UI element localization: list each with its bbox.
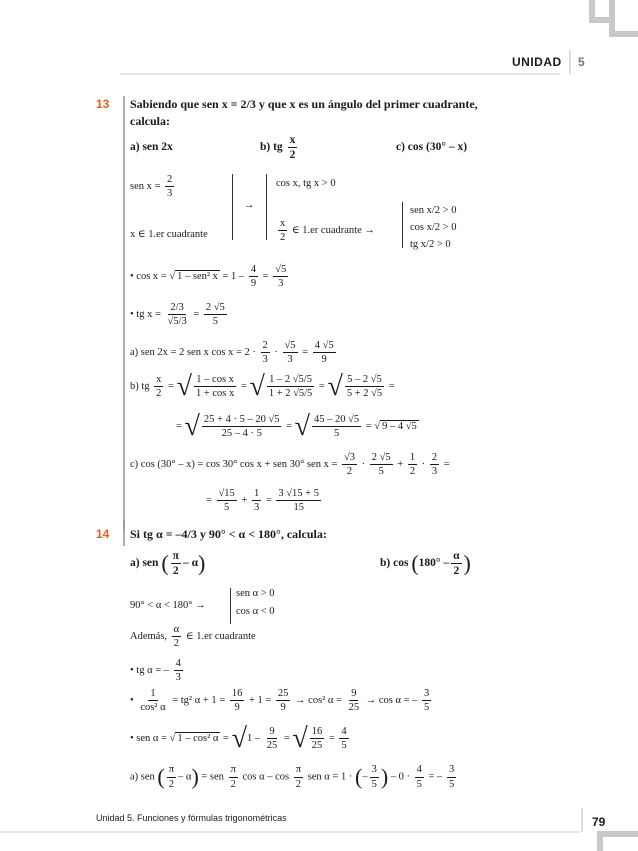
ex14-part-a: a) sen ( $\frac{\pi}{2}$ – α)	[130, 550, 206, 578]
ex14-range: 90° < α < 180° →	[130, 600, 206, 611]
ex14-cos-line: • $\frac{1}{\text{cos² α}}$ = tg² α + 1 = $\frac{16}{9}$ + 1 = $\frac{25}{9}$ → cos² α = $\frac{9}{25}$ → cos α = – $\frac{3}{5}$	[130, 688, 430, 714]
ex13-solution-c-2: = $\frac{√15}{5}$ + $\frac{1}{3}$ = $\frac{3 √15 + 5}{15}$	[206, 488, 319, 514]
exercise-14-statement: Si tg α = –4/3 y 90° < α < 180°, calcula:	[130, 527, 327, 541]
ex13-solution-a: a) sen 2x = 2 sen x cos x = 2 · $\frac{2}{3}$ · $\frac{√5}{3}$ = $\frac{4 √5}{9}$	[130, 340, 334, 366]
exercise-number-13: 13	[96, 97, 110, 111]
exercise-13-statement: Sabiendo que sen x = 2/3 y que x es un ángulo del primer cuadrante,	[130, 97, 478, 111]
ex13-part-a: a) sen 2x	[130, 141, 173, 153]
cond-tg-half: tg x/2 > 0	[410, 239, 451, 250]
ex14-cond-cos: cos α < 0	[236, 606, 275, 617]
cond-cos-half: cos x/2 > 0	[410, 222, 457, 233]
given-sen: sen x = $\frac{2}{3}$	[130, 174, 173, 200]
ex13-solution-b: b) tg $\frac{x}{2}$ = √ $\frac{\text{1 – cos x}}{\text{1 + cos x}}$ = √ $\frac{1 - 2 √5/5}{1 + 2 √5/5}$ = √ $\frac{5 - 2 √5}{5 + 2 √5}$ =	[130, 371, 395, 402]
exercise-number-14: 14	[96, 527, 110, 541]
tg-x-line: • tg x = $\frac{2/3}{√5/3}$ = $\frac{2 √5}{5}$	[130, 302, 225, 328]
cond-half-angle: $\frac{x}{2}$ ∈ 1.er cuadrante →	[280, 218, 375, 244]
implies-arrow: →	[244, 200, 255, 211]
ex14-ademas: Además, $\frac{\alpha}{2}$ ∈ 1.er cuadrante	[130, 624, 256, 650]
ex13-part-b: b) tg $\frac{x}{2}$	[260, 134, 296, 162]
cond-cos-tg: cos x, tg x > 0	[276, 178, 336, 189]
cond-sen-half: sen x/2 > 0	[410, 205, 457, 216]
ex14-tg: • tg α = – $\frac{4}{3}$	[130, 658, 181, 684]
unit-label: UNIDAD	[512, 55, 562, 69]
cos-x-line: • cos x = √ 1 – sen² x = 1 – $\frac{4}{9}$ = $\frac{√5}{3}$	[130, 264, 287, 290]
ex14-sen-line: • sen α = √ 1 – cos² α = √1 – $\frac{9}{25}$ = √ $\frac{16}{25}$ = $\frac{4}{5}$	[130, 723, 347, 754]
ex13-solution-c-line: c) cos (30° – x) = cos 30° cos x + sen 30° sen x = $\frac{√3}{2}$ · $\frac{2 √5}{5}$ + $\frac{1}{2}$ · $\frac{2}{3}$ =	[130, 452, 450, 478]
page-number: 79	[592, 815, 606, 829]
ex14-solution-a: a) sen ( $\frac{\pi}{2}$ – α) = sen $\frac{\pi}{2}$ cos α – cos $\frac{\pi}{2}$ sen α = 1 · (– $\frac{3}{5}$ ) – 0 · $\frac{4}{5}$ = – $\frac{3}{5}$	[130, 764, 455, 790]
footer-text: Unidad 5. Funciones y fórmulas trigonométricas	[96, 813, 287, 823]
exercise-13-statement-2: calcula:	[130, 114, 170, 128]
ex13-part-c: c) cos (30° – x)	[396, 141, 468, 153]
unit-number: 5	[578, 55, 585, 69]
ex13-solution-b-2: = √ $\frac{25 + 4 \cdot 5 - 20 √5}{25 - 4 \cdot 5}$ = √ $\frac{45 - 20 √5}{5}$ = √ 9 – 4 √5	[176, 411, 417, 442]
ex14-cond-sen: sen α > 0	[236, 588, 275, 599]
ex14-part-b: b) cos (180° – $\frac{\alpha}{2}$ )	[380, 550, 471, 578]
given-quadrant: x ∈ 1.er cuadrante	[130, 229, 208, 240]
